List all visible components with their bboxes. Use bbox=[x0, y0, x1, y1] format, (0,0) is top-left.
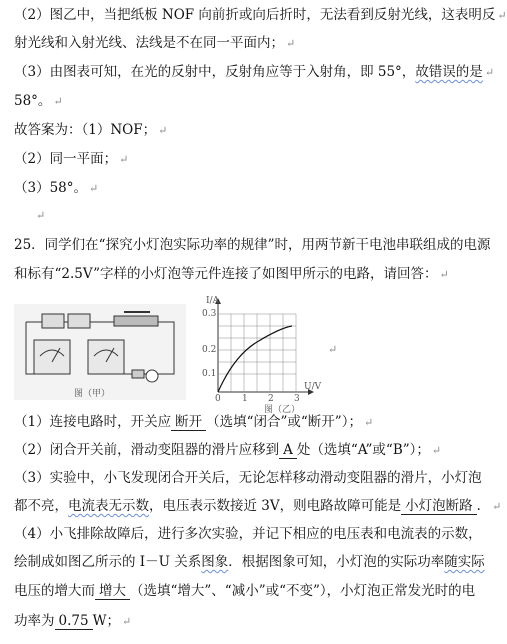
answer-1: 断开 bbox=[171, 414, 206, 431]
figure-return: ↵ bbox=[328, 343, 338, 356]
answer-4a: 增大 bbox=[95, 583, 130, 600]
graph-y-tick-0.1: 0.1 bbox=[202, 369, 217, 379]
figure-graph-caption: 图（乙） bbox=[264, 405, 301, 415]
part-4-line-1: （4）小飞排除故障后，进行多次实验，并记下相应的电压表和电流表的示数， bbox=[14, 526, 482, 542]
question-25-line-1: 25．同学们在“探究小灯泡实际功率的规律”时，用两节新干电池串联组成的电源 bbox=[14, 237, 491, 253]
line-blank: ↵ bbox=[36, 209, 46, 222]
figure-iu-graph bbox=[200, 296, 324, 415]
graph-x-tick-1: 1 bbox=[242, 394, 248, 404]
figure-circuit bbox=[14, 304, 186, 400]
line-1: （2）图乙中，当把纸板 NOF 向前折或向后折时，无法看到反射光线，这表明反 ↵ bbox=[14, 7, 507, 23]
graph-y-label: I/A bbox=[206, 296, 220, 306]
return-mark: ↵ bbox=[497, 9, 507, 22]
part-3-line-2: 都不亮，电流表无示数，电压表示数接近 3V，则电路故障可能是 小灯泡断路 ． ↵ bbox=[14, 498, 502, 514]
graph-y-tick-0.3: 0.3 bbox=[202, 309, 217, 319]
answer-2: A bbox=[279, 442, 297, 459]
line-7: （3）58°。 ↵ bbox=[14, 180, 99, 196]
line-3: （3）由图表可知，在光的反射中，反射角应等于入射角，即 55°，故错误的是 ↵ bbox=[14, 64, 495, 80]
graph-x-tick-0: 0 bbox=[215, 394, 221, 404]
line-5: 故答案为：（1）NOF； ↵ bbox=[14, 122, 168, 138]
graph-x-tick-2: 2 bbox=[268, 394, 274, 404]
line-6: （2）同一平面； ↵ bbox=[14, 151, 129, 167]
part-4-line-4: 功率为 0.75 W； ↵ bbox=[14, 613, 132, 629]
part-1: （1）连接电路时，开关应 断开 （选填“闭合”或“断开”）； ↵ bbox=[14, 414, 374, 430]
part-2: （2）闭合开关前，滑动变阻器的滑片应移到 A 处（选填“A”或“B”）； ↵ bbox=[14, 442, 442, 458]
line-2: 射光线和入射光线、法线是不在同一平面内； ↵ bbox=[14, 35, 296, 51]
graph-x-tick-3: 3 bbox=[294, 394, 300, 404]
graph-y-tick-0.2: 0.2 bbox=[202, 345, 217, 355]
answer-4b: 0.75 bbox=[55, 613, 93, 630]
part-4-line-2: 绘制成如图乙所示的 I－U 关系图象．根据图象可知，小灯泡的实际功率随实际 bbox=[14, 554, 485, 570]
part-4-line-3: 电压的增大而 增大 （选填“增大”、“减小”或“不变”），小灯泡正常发光时的电 bbox=[14, 583, 476, 599]
line-4: 58°。 ↵ bbox=[14, 93, 63, 109]
figure-circuit-caption: 图（甲） bbox=[74, 389, 111, 399]
graph-x-label: U/V bbox=[304, 382, 322, 392]
question-25-line-2: 和标有“2.5V”字样的小灯泡等元件连接了如图甲所示的电路，请回答： ↵ bbox=[14, 266, 449, 282]
answer-3: 小灯泡断路 bbox=[401, 498, 477, 515]
part-3-line-1: （3）实验中，小飞发现闭合开关后，无论怎样移动滑动变阻器的滑片，小灯泡 bbox=[14, 470, 482, 486]
